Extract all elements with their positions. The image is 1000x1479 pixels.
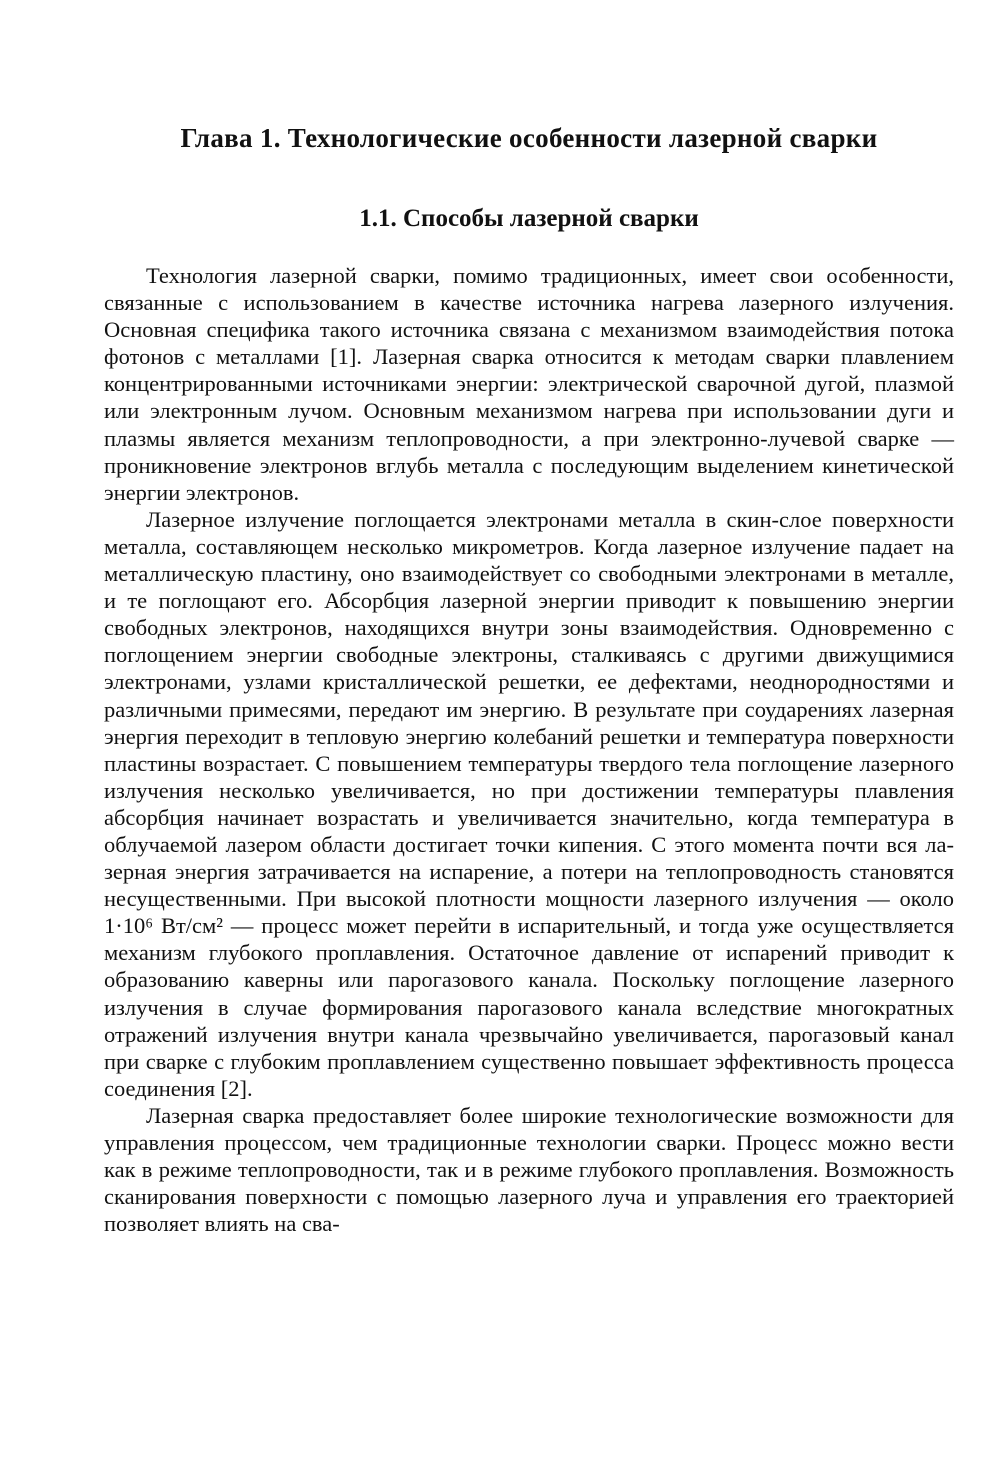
paragraph-1: Технология лазерной сварки, помимо традиционных, имеет свои особенности, связанные с использованием в качестве источника нагрева лазерного излучения. Основная специфика такого источника связана с механизмом взаимодействия потока фотонов с металлами [1]. Лазерная сварка относится к методам сварки плавлением концентрированными источниками энергии: электрической сварочной дугой, плазмой или электронным лучом. Основным механизмом нагрева при использовании дуги и плазмы является механизм теплопроводности, а при электронно-лучевой сварке — проникновение электронов вглубь металла с последующим выделением кинетической энергии электронов. [104, 263, 954, 505]
chapter-title: Глава 1. Технологические особенности лазерной сварки [180, 123, 878, 153]
body-text [104, 262, 954, 1237]
section-title: 1.1. Способы лазерной сварки [359, 205, 699, 232]
paragraph-2: Лазерное излучение поглощается электронами металла в скин-слое поверхности металла, составляющем несколько микрометров. Когда лазерное излучение падает на металлическую пластину, оно взаимодействует со свободными электронами в металле, и те поглощают его. Абсорбция лазерной энергии приводит к повышению энергии свободных электронов, находящихся внутри зоны взаимодействия. Одновременно с поглощением энергии свободные электроны, сталкиваясь с другими движущимися электронами, узлами кристаллической решетки, ее дефектами, неоднородностями и различными примесями, передают им энергию. В результате при соударениях лазерная энергия переходит в тепловую энергию колебаний решетки и температура поверхности пластины возрастает. С повышением температуры твердого тела поглощение лазерного излучения несколько увеличивается, но при достижении температуры плавления абсорбция начинает возрастать и увеличивается значительно, когда температура в облучаемой лазером области достигает точки кипения. С этого момента почти вся лазерная энергия затрачивается на испарение, а потери на теплопроводность становятся несущественными. При высокой плотности мощности лазерного излучения — около 1·10⁶ Вт/см² — процесс может перейти в испарительный, и тогда уже осуществляется механизм глубокого проплавления. Остаточное давление от испарений приводит к образованию каверны или парогазового канала. Поскольку поглощение лазерного излучения в случае формирования парогазового канала вследствие многократных отражений излучения внутри канала чрезвычайно увеличивается, парогазовый канал при сварке с глубоким проплавлением существенно повышает эффективность процесса соединения [2]. [104, 506, 954, 1101]
paragraph-3: Лазерная сварка предоставляет более широкие технологические возможности для управления процессом, чем традиционные технологии сварки. Процесс можно вести как в режиме теплопроводности, так и в режиме глубокого проплавления. Возможность сканирования поверхности с помощью лазерного луча и управления его траекторией позволяет влиять на сва- [104, 1102, 954, 1237]
